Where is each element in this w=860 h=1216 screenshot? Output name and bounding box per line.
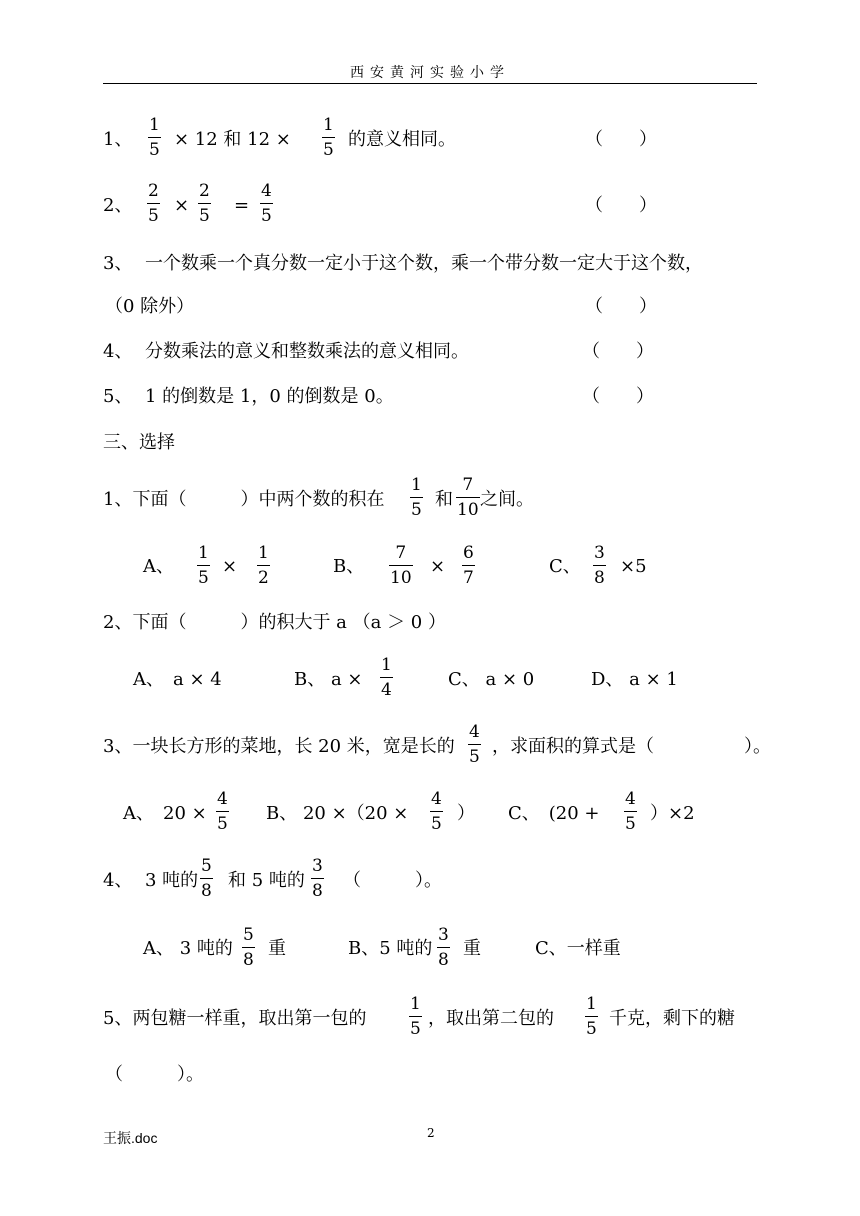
judge-q4-answer-blank[interactable]: （ ） <box>582 341 654 362</box>
choice-q4-option-a-label[interactable]: A、 3 吨的 <box>143 938 233 959</box>
choice-q3-option-c-fraction: $\frac{4}{5}$ <box>625 789 636 834</box>
choice-q1-option-b-label[interactable]: B、 <box>333 556 365 577</box>
choice-q5-fraction-2: $\frac{1}{5}$ <box>586 994 597 1039</box>
choice-q5-fraction-1: $\frac{1}{5}$ <box>410 994 421 1039</box>
judge-q4-number: 4、 <box>103 341 133 362</box>
judge-q5-text: 1 的倒数是 1，0 的倒数是 0。 <box>145 386 394 407</box>
judge-q1-answer-blank[interactable]: （ ） <box>585 129 657 150</box>
judge-q2-number: 2、 <box>103 195 133 216</box>
footer-page-number: 2 <box>427 1126 435 1140</box>
choice-q4-text-b: 和 5 吨的 <box>228 870 305 891</box>
choice-q1-option-b-fraction-1: $\frac{7}{10}$ <box>390 543 412 588</box>
choice-q1-fraction-1: $\frac{1}{5}$ <box>411 475 422 520</box>
judge-q1-number: 1、 <box>103 129 133 150</box>
header-rule <box>103 83 757 84</box>
choice-q3-stem-end: ，求面积的算式是（ ）。 <box>492 736 771 757</box>
footer-filename: 王振.doc <box>103 1130 158 1146</box>
choice-q1-stem: 1、下面（ ）中两个数的积在 <box>103 489 385 510</box>
choice-q2-stem: 2、下面（ ）的积大于 a （a ＞ 0 ） <box>103 612 446 633</box>
judge-q5-number: 5、 <box>103 386 133 407</box>
choice-q4-text-a: 3 吨的 <box>145 870 199 891</box>
choice-q4-fraction-2: $\frac{3}{8}$ <box>312 856 323 901</box>
judge-q1-fraction-2: $\frac{1}{5}$ <box>323 115 334 160</box>
judge-q3-text: 一个数乘一个真分数一定小于这个数，乘一个带分数一定大于这个数， <box>145 253 703 274</box>
choice-q2-option-b-fraction: $\frac{1}{4}$ <box>381 655 392 700</box>
choice-q3-fraction: $\frac{4}{5}$ <box>469 722 480 767</box>
judge-q1-text: 的意义相同。 <box>348 129 456 150</box>
judge-q2-answer-blank[interactable]: （ ） <box>585 195 657 216</box>
choice-q1-option-a-fraction-2: $\frac{1}{2}$ <box>258 543 269 588</box>
choice-q5-answer-blank[interactable]: （ ）。 <box>105 1064 204 1085</box>
choice-q1-option-c-label[interactable]: C、 <box>549 556 581 577</box>
page-header: 西安黄河实验小学 <box>350 65 510 81</box>
choice-q1-option-a-times: × <box>222 556 238 577</box>
choice-q1-option-c-fraction: $\frac{3}{8}$ <box>594 543 605 588</box>
choice-q3-option-c-tail: ）×2 <box>650 803 695 824</box>
choice-q2-option-d[interactable]: D、 a × 1 <box>591 669 678 690</box>
choice-q3-option-b-tail: ） <box>457 803 475 824</box>
choice-q1-fraction-2: $\frac{7}{10}$ <box>457 475 479 520</box>
section-3-title: 三、选择 <box>103 432 175 453</box>
choice-q3-option-a-label[interactable]: A、 20 × <box>123 803 207 824</box>
choice-q4-fraction-1: $\frac{5}{8}$ <box>201 856 212 901</box>
choice-q5-text-b: ，取出第二包的 <box>428 1008 554 1029</box>
judge-q2-fraction-1: $\frac{2}{5}$ <box>148 181 159 226</box>
judge-q2-fraction-2: $\frac{2}{5}$ <box>199 181 210 226</box>
judge-q4-text: 分数乘法的意义和整数乘法的意义相同。 <box>145 341 469 362</box>
choice-q3-option-c-label[interactable]: C、 (20 + <box>508 803 600 824</box>
judge-q2-equals: = <box>234 195 250 216</box>
choice-q1-and: 和 <box>435 489 453 510</box>
choice-q4-option-c[interactable]: C、一样重 <box>535 938 621 959</box>
choice-q3-stem: 3、一块长方形的菜地，长 20 米，宽是长的 <box>103 736 455 757</box>
choice-q4-option-b-fraction: $\frac{3}{8}$ <box>438 925 449 970</box>
judge-q2-times: × <box>174 195 190 216</box>
judge-q5-answer-blank[interactable]: （ ） <box>582 386 654 407</box>
choice-q1-option-a-label[interactable]: A、 <box>143 556 174 577</box>
choice-q2-option-c[interactable]: C、 a × 0 <box>448 669 535 690</box>
judge-q1-middle: × 12 和 12 × <box>174 129 291 150</box>
choice-q4-option-b-label[interactable]: B、5 吨的 <box>348 938 433 959</box>
judge-q2-fraction-3: $\frac{4}{5}$ <box>261 181 272 226</box>
choice-q2-option-a[interactable]: A、 a × 4 <box>133 669 222 690</box>
choice-q3-option-b-label[interactable]: B、 20 ×（20 × <box>266 803 409 824</box>
judge-q3-answer-blank[interactable]: （ ） <box>585 296 657 317</box>
choice-q3-option-b-fraction: $\frac{4}{5}$ <box>431 789 442 834</box>
judge-q1-fraction-1: $\frac{1}{5}$ <box>149 115 160 160</box>
judge-q3-continuation: （0 除外） <box>105 296 195 317</box>
choice-q3-option-a-fraction: $\frac{4}{5}$ <box>217 789 228 834</box>
choice-q1-stem-end: 之间。 <box>480 489 534 510</box>
judge-q3-number: 3、 <box>103 253 133 274</box>
choice-q5-text-c: 千克，剩下的糖 <box>609 1008 735 1029</box>
choice-q4-answer-blank[interactable]: （ ）。 <box>343 870 442 891</box>
choice-q1-option-b-fraction-2: $\frac{6}{7}$ <box>463 543 474 588</box>
choice-q4-option-b-tail: 重 <box>463 938 481 959</box>
choice-q1-option-b-times: × <box>430 556 446 577</box>
choice-q4-option-a-tail: 重 <box>268 938 286 959</box>
choice-q4-option-a-fraction: $\frac{5}{8}$ <box>243 925 254 970</box>
choice-q5-text-a: 5、两包糖一样重，取出第一包的 <box>103 1008 367 1029</box>
choice-q4-number: 4、 <box>103 870 133 891</box>
choice-q2-option-b-label[interactable]: B、 a × <box>294 669 363 690</box>
choice-q1-option-c-tail: ×5 <box>620 556 647 577</box>
choice-q1-option-a-fraction-1: $\frac{1}{5}$ <box>198 543 209 588</box>
